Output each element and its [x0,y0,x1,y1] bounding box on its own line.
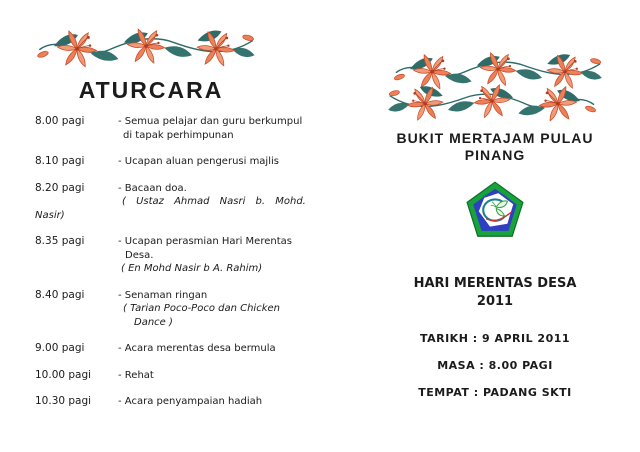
schedule-row [35,369,285,383]
time-label: 8.40 pagi [35,288,85,301]
pentagon-crest-icon [465,181,525,238]
schedule-row [35,181,306,223]
time-label: 8.35 pagi [35,235,85,247]
flower-garland-icon [35,24,257,70]
activity-text: - Acara merentas desa bermula [118,343,276,354]
schedule-row [35,115,303,142]
schedule-row [35,289,285,330]
flower-garland-icon [363,80,621,124]
page-title: ATURCARA [78,77,224,103]
schedule-row [35,395,285,409]
time-label: 10.30 pagi [35,395,92,407]
event-title-line1: HARI MERENTAS DESA [413,276,577,291]
location-line2: PINANG [464,147,526,163]
time-label: 10.00 pagi [35,368,92,381]
location-line1: BUKIT MERTAJAM PULAU [396,130,594,146]
activity-text: - Semua pelajar dan guru berkumpul di tapak perhimpunan [118,116,303,141]
activity-text: - Rehat [118,369,154,381]
activity-text: - Bacaan doa. ( Ustaz Ahmad Nasri b. Mohd. Nasir) [35,182,306,221]
schedule-row [35,342,285,356]
activity-text: - Acara penyampaian hadiah [118,396,263,407]
activity-text: - Ucapan aluan pengerusi majlis [118,156,279,167]
detail-time: MASA : 8.00 PAGI [437,359,553,372]
schedule-row [35,235,292,276]
detail-venue: TEMPAT : PADANG SKTI [418,386,572,399]
activity-text: - Senaman ringan ( Tarian Poco-Poco dan Chicken Dance ) [118,289,280,328]
time-label: 8.10 pagi [35,155,85,167]
time-label: 9.00 pagi [35,342,85,354]
event-details [355,332,635,399]
event-title-year: 2011 [476,294,514,309]
time-label: 8.20 pagi [35,181,85,194]
schedule-row [35,155,285,169]
time-label: 8.00 pagi [35,115,85,127]
flower-garland-double-icon [355,40,635,128]
detail-date: TARIKH : 9 APRIL 2011 [419,332,571,345]
right-column [355,40,635,413]
event-title [355,275,635,311]
left-column [35,24,306,422]
location-title [355,130,635,164]
schedule-list [35,115,306,409]
school-logo [355,181,635,242]
activity-text: - Ucapan perasmian Hari Merentas Desa. ( En Mohd Nasir b A. Rahim) [118,236,292,274]
